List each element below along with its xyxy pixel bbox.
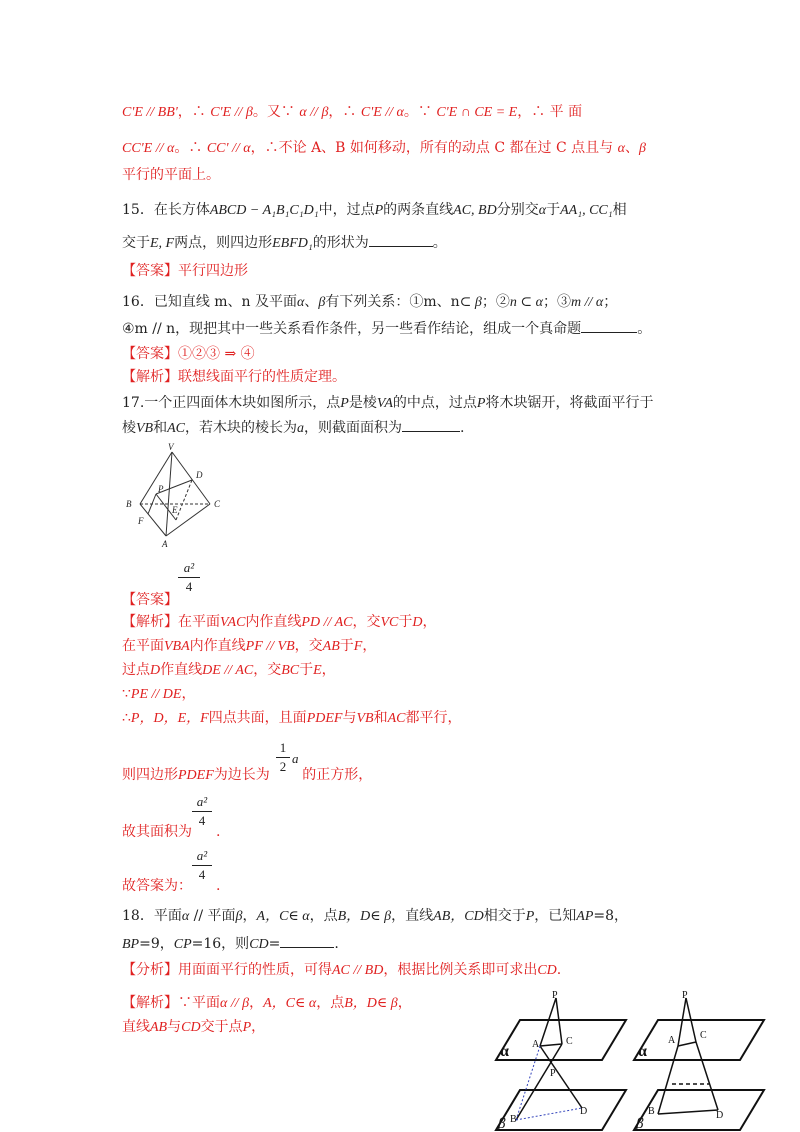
solution-18-line-1: 【解析】∵平面α // β，A，C∈ α，点B，D∈ β， bbox=[122, 995, 412, 1011]
answer-blank bbox=[369, 232, 433, 247]
final-answer-fraction: a² 4 bbox=[192, 848, 212, 883]
fig1-label-B: B bbox=[510, 1114, 517, 1125]
analysis-17-line-5: ∴P，D，E，F四点共面，且面PDEF与VB和AC都平行， bbox=[122, 710, 462, 726]
fig1-label-A: A bbox=[532, 1039, 540, 1050]
question-15-line-1: 15．在长方体ABCD − A₁B₁C₁D₁中，过点P的两条直线AC, BD分别交α于AA₁, CC₁相 bbox=[122, 202, 627, 218]
parallel-planes-figure-2 bbox=[628, 990, 768, 1132]
analysis-hint-18: 【分析】用面面平行的性质，可得AC // BD，根据比例关系即可求出CD. bbox=[122, 962, 562, 978]
analysis-17-line-6: 则四边形PDEF为边长为 的正方形， bbox=[122, 767, 373, 783]
question-16-line-2: ④m // n，现把其中一些关系看作条件，另一些看作结论，组成一个真命题 。 bbox=[122, 318, 651, 339]
fig-label-P: P bbox=[158, 484, 164, 494]
answer-17-fraction: a² 4 bbox=[178, 560, 200, 595]
fig-label-D: D bbox=[196, 470, 203, 480]
answer-blank bbox=[581, 318, 637, 333]
question-15-line-2: 交于E, F两点，则四边形EBFD₁的形状为 。 bbox=[122, 232, 447, 254]
area-fraction: a² 4 bbox=[192, 794, 212, 829]
fig-label-E: E bbox=[172, 505, 178, 515]
fig2-label-P: P bbox=[682, 990, 688, 1001]
analysis-17-line-1: 【解析】在平面VAC内作直线PD // AC，交VC于D， bbox=[122, 614, 437, 630]
fig2-label-alpha: α bbox=[638, 1043, 647, 1060]
analysis-17-line-4: ∵PE // DE， bbox=[122, 686, 196, 702]
solution-18-line-2: 直线AB与CD交于点P， bbox=[122, 1019, 266, 1035]
fig2-label-B: B bbox=[648, 1106, 655, 1117]
fig1-label-alpha: α bbox=[500, 1043, 509, 1060]
analysis-17-line-2: 在平面VBA内作直线PF // VB，交AB于F， bbox=[122, 638, 377, 654]
answer-16: 【答案】①②③ ⇒ ④ bbox=[122, 346, 255, 362]
fig2-label-C: C bbox=[700, 1030, 707, 1041]
fig-label-C: C bbox=[214, 499, 221, 509]
continued-line-3: 平行的平面上。 bbox=[122, 167, 220, 183]
fig-label-A: A bbox=[162, 539, 168, 549]
answer-blank bbox=[402, 417, 460, 432]
analysis-17-line-7: 故其面积为 . bbox=[122, 824, 221, 840]
analysis-17-line-8: 故答案为： . bbox=[122, 878, 221, 894]
fig1-label-P-mid: P bbox=[550, 1068, 556, 1079]
parallel-planes-figure-1 bbox=[490, 990, 630, 1132]
analysis-17-line-3: 过点D作直线DE // AC，交BC于E， bbox=[122, 662, 336, 678]
side-length-variable: a bbox=[292, 751, 299, 766]
fig1-label-beta: β bbox=[498, 1116, 506, 1132]
fig-label-B: B bbox=[126, 499, 132, 509]
answer-blank bbox=[280, 933, 334, 948]
fig1-label-C: C bbox=[566, 1036, 573, 1047]
fig1-label-P: P bbox=[552, 990, 558, 1001]
continued-line-2: CC'E // α。∴ CC' // α，∴不论 A、B 如何移动，所有的动点 C 都在过 C 点且与 α、β bbox=[122, 140, 646, 156]
fig2-label-A: A bbox=[668, 1035, 676, 1046]
side-length-fraction: 1 2 bbox=[276, 740, 290, 775]
fig2-label-beta: β bbox=[636, 1116, 644, 1132]
tetrahedron-figure bbox=[120, 440, 230, 550]
question-17-line-1: 17.一个正四面体木块如图所示，点P是棱VA的中点，过点P将木块锯开，将截面平行于 bbox=[122, 395, 654, 411]
question-18-line-1: 18．平面α // 平面β，A，C∈ α，点B，D∈ β，直线AB，CD相交于P，已知AP=8， bbox=[122, 908, 629, 924]
continued-line-1: C'E // BB'，∴ C'E // β。又∵ α // β，∴ C'E // α。∵ C'E ∩ CE = E，∴ 平 面 bbox=[122, 104, 583, 120]
fig1-label-D: D bbox=[580, 1106, 588, 1117]
question-18-line-2: BP=9，CP=16，则CD= . bbox=[122, 933, 339, 955]
question-17-line-2: 棱VB和AC，若木块的棱长为a，则截面面积为 . bbox=[122, 417, 464, 439]
answer-17-label: 【答案】 bbox=[122, 592, 178, 608]
answer-15: 【答案】平行四边形 bbox=[122, 263, 248, 279]
question-16-line-1: 16．已知直线 m、n 及平面α、β有下列关系：①m、n⊂ β；②n ⊂ α；③m // α； bbox=[122, 294, 618, 310]
fig-label-V: V bbox=[168, 442, 174, 452]
fig2-label-D: D bbox=[716, 1110, 724, 1121]
fig-label-F: F bbox=[138, 516, 144, 526]
analysis-16: 【解析】联想线面平行的性质定理。 bbox=[122, 369, 346, 385]
